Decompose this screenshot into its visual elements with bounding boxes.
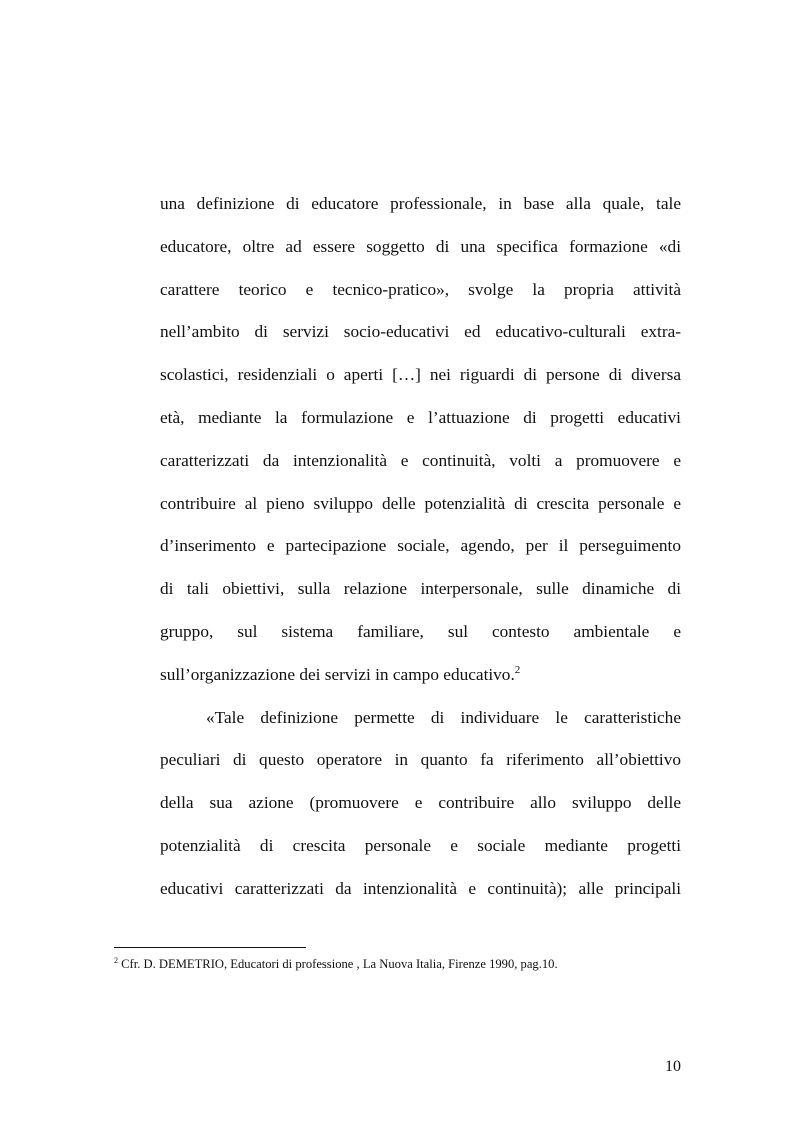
text-line: contribuire al pieno sviluppo delle potenzialità di crescita personale e: [160, 493, 681, 513]
text-line: caratterizzati da intenzionalità e continuità, volti a promuovere e: [160, 450, 681, 470]
text-line: nell’ambito di servizi socio-educativi ed educativo-culturali extra-: [160, 322, 681, 342]
text-line: scolastici, residenziali o aperti […] nei riguardi di persone di diversa: [160, 365, 681, 385]
body-text: [160, 183, 681, 911]
text-line-indented: «Tale definizione permette di individuare le caratteristiche: [206, 707, 681, 727]
page-number: 10: [665, 1058, 681, 1075]
text-line: potenzialità di crescita personale e sociale mediante progetti: [160, 835, 681, 855]
footnote-divider: [114, 947, 306, 948]
text-line: educatore, oltre ad essere soggetto di una specifica formazione «di: [160, 236, 681, 256]
text-line: peculiari di questo operatore in quanto fa riferimento all’obiettivo: [160, 750, 681, 770]
text-line: di tali obiettivi, sulla relazione interpersonale, sulle dinamiche di: [160, 579, 681, 599]
text-line: carattere teorico e tecnico-pratico», svolge la propria attività: [160, 279, 681, 299]
text-line: una definizione di educatore professionale, in base alla quale, tale: [160, 194, 681, 213]
footnote: [114, 956, 558, 972]
text-line: d’inserimento e partecipazione sociale, agendo, per il perseguimento: [160, 536, 681, 556]
footnote-text: Cfr. D. DEMETRIO, Educatori di professione , La Nuova Italia, Firenze 1990, pag.10.: [118, 957, 558, 971]
text-line: educativi caratterizzati da intenzionalità e continuità); alle principali: [160, 878, 681, 898]
footnote-reference[interactable]: 2: [514, 663, 521, 676]
footnote-number: 2: [114, 956, 118, 965]
text-line: gruppo, sul sistema familiare, sul contesto ambientale e: [160, 621, 681, 641]
text-line-content: sull’organizzazione dei servizi in campo educativo.: [160, 664, 515, 684]
text-line: età, mediante la formulazione e l’attuazione di progetti educativi: [160, 407, 681, 427]
text-line-last: [160, 654, 681, 697]
text-line: della sua azione (promuovere e contribuire allo sviluppo delle: [160, 793, 681, 813]
